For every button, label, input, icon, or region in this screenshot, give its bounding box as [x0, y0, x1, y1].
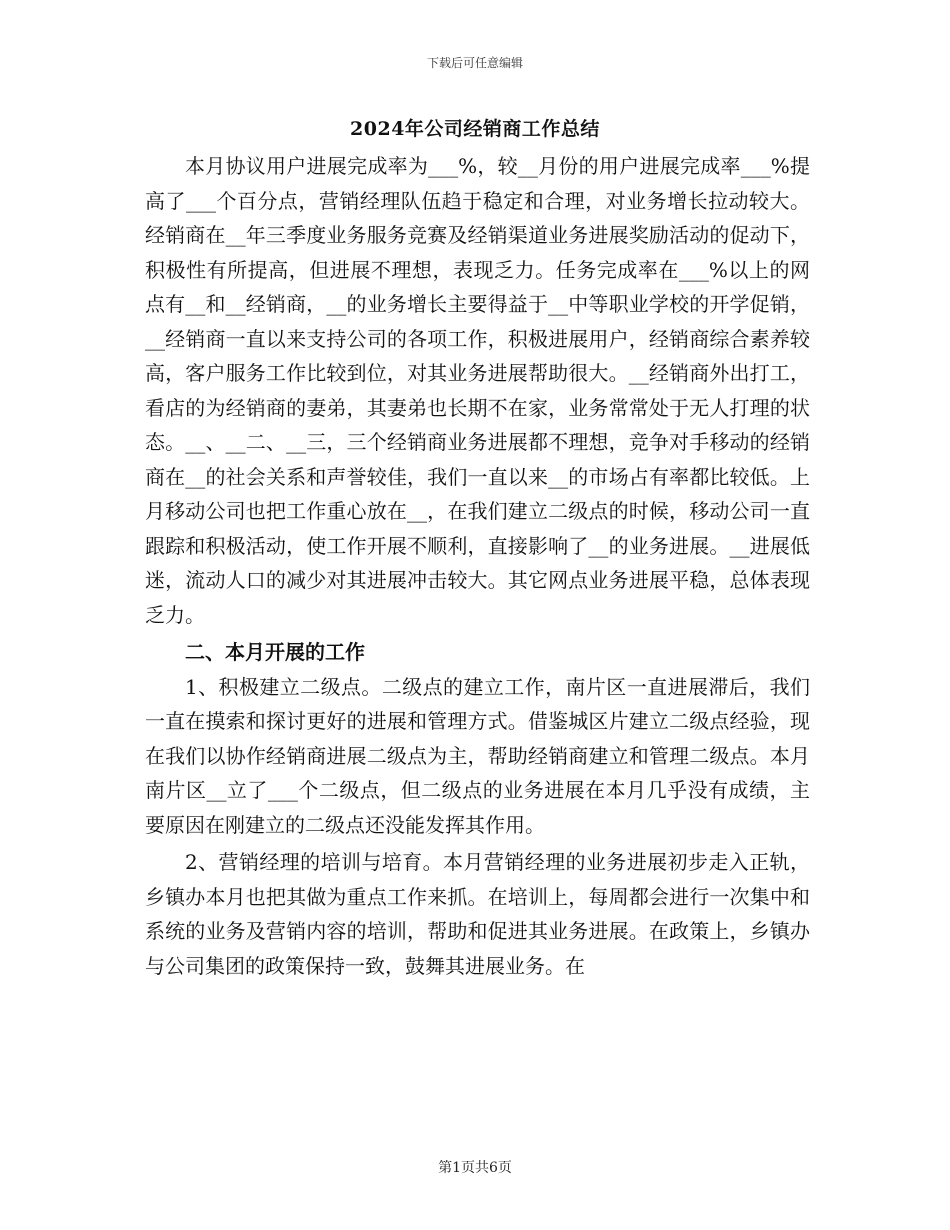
header-note: 下载后可任意编辑 — [426, 56, 523, 70]
paragraph-item-2: 2、营销经理的培训与培育。本月营销经理的业务进展初步走入正轨，乡镇办本月也把其做为重点工作来抓。在培训上，每周都会进行一次集中和系统的业务及营销内容的培训，帮助和促进其业务进展。在政策上，乡镇办与公司集团的政策保持一致，鼓舞其进展业务。在 — [145, 850, 810, 978]
paragraph-intro: 本月协议用户进展完成率为___%，较__月份的用户进展完成率___%提高了___个百分点，营销经理队伍趋于稳定和合理，对业务增长拉动较大。经销商在__年三季度业务服务竞赛及经销渠道业务进展奖励活动的促动下，积极性有所提高，但进展不理想，表现乏力。任务完成率在___%以上的网点有__和__经销商，__的业务增长主要得益于__中等职业学校的开学促销，__经销商一直以来支持公司的各项工作，积极进展用户，经销商综合素养较高，客户服务工作比较到位，对其业务进展帮助很大。__经销商外出打工，看店的为经销商的妻弟，其妻弟也长期不在家，业务常常处于无人打理的状态。__、__二、__三，三个经销商业务进展都不理想，竞争对手移动的经销商在__的社会关系和声誉较佳，我们一直以来__的市场占有率都比较低。上月移动公司也把工作重心放在__，在我们建立二级点的时候，移动公司一直跟踪和积极活动，使工作开展不顺利，直接影响了__的业务进展。__进展低迷，流动人口的减少对其进展冲击较大。其它网点业务进展平稳，总体表现乏力。 — [145, 154, 810, 627]
page-number: 第1页共6页 — [438, 1160, 512, 1176]
paragraph-item-1: 1、积极建立二级点。二级点的建立工作，南片区一直进展滞后，我们一直在摸索和探讨更好的进展和管理方式。借鉴城区片建立二级点经验，现在我们以协作经销商进展二级点为主，帮助经销商建立和管理二级点。本月南片区__立了___个二级点，但二级点的业务进展在本月几乎没有成绩，主要原因在刚建立的二级点还没能发挥其作用。 — [145, 674, 810, 837]
document-title: 2024年公司经销商工作总结 — [350, 118, 600, 140]
document-body — [145, 149, 810, 983]
section-heading: 二、本月开展的工作 — [185, 640, 365, 664]
